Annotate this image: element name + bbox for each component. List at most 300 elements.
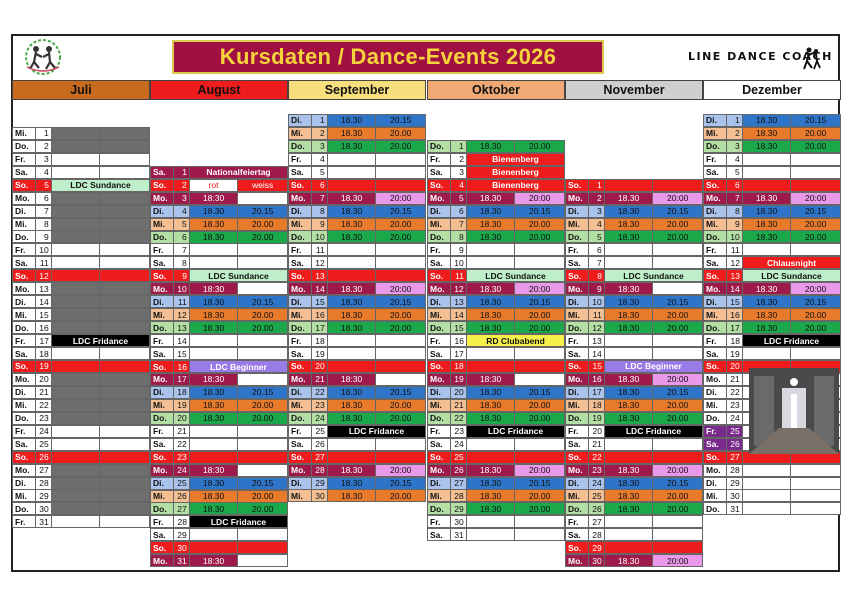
day-number: 30 [36, 503, 52, 514]
time-slot-2 [100, 231, 149, 242]
time-slot-1 [52, 283, 101, 294]
time-slot-1: 18.30 [328, 400, 377, 411]
time-slot-1 [743, 348, 792, 359]
day-number: 15 [451, 322, 467, 333]
day-row [703, 489, 841, 502]
day-number: 16 [589, 374, 605, 385]
weekday-label: Sa. [151, 439, 174, 450]
time-slot-1: 18.30 [605, 387, 654, 398]
day-row [288, 412, 426, 425]
weekday-label: So. [704, 180, 727, 191]
day-number: 6 [589, 244, 605, 255]
day-row [12, 166, 150, 179]
time-slot-1: 18.30 [605, 374, 654, 385]
weekday-label: Mo. [13, 193, 36, 204]
day-row [703, 153, 841, 166]
weekday-label: Sa. [289, 257, 312, 268]
day-row [703, 282, 841, 295]
day-number: 23 [451, 426, 467, 437]
time-slot-2 [376, 154, 425, 165]
weekday-label: Mi. [428, 309, 451, 320]
weekday-label: Mi. [566, 490, 589, 501]
event-label: LDC Sundance [52, 180, 149, 191]
day-number: 29 [451, 503, 467, 514]
time-slot-2: 20.00 [653, 503, 702, 514]
day-number: 3 [451, 167, 467, 178]
day-number: 17 [589, 387, 605, 398]
day-row [150, 515, 288, 528]
weekday-label: Mi. [704, 490, 727, 501]
day-number: 9 [727, 219, 743, 230]
weekday-label: Do. [13, 322, 36, 333]
time-slot-2: 20.00 [238, 232, 287, 243]
day-number: 30 [451, 516, 467, 527]
weekday-label: Sa. [428, 167, 451, 178]
time-slot-1: 18.30 [328, 206, 377, 217]
time-slot-2: 20.15 [653, 478, 702, 489]
time-slot-1: 18.30 [328, 283, 377, 294]
day-row [427, 243, 565, 256]
time-slot-2: 20.00 [791, 309, 840, 320]
time-slot-2: 20:00 [515, 283, 564, 294]
weekday-label: Sa. [428, 529, 451, 540]
time-slot-2 [653, 244, 702, 255]
time-slot-2 [100, 465, 149, 476]
time-slot-2 [653, 529, 702, 540]
day-row [427, 192, 565, 205]
day-number: 19 [36, 361, 52, 372]
time-slot-1: 18:30 [328, 374, 377, 385]
day-row [427, 256, 565, 269]
day-row [703, 477, 841, 490]
day-number: 11 [727, 244, 743, 255]
day-number: 26 [36, 452, 52, 463]
weekday-label: Do. [428, 503, 451, 514]
weekday-label: Fr. [289, 426, 312, 437]
time-slot-2 [376, 348, 425, 359]
time-slot-1: 18.30 [605, 193, 654, 204]
day-row [565, 412, 703, 425]
day-number: 6 [727, 180, 743, 191]
time-slot-2: 20.00 [376, 322, 425, 333]
weekday-label: Mo. [13, 374, 36, 385]
day-row [703, 464, 841, 477]
weekday-label: Di. [704, 115, 727, 126]
time-slot-1: 18.30 [467, 283, 516, 294]
day-number: 21 [174, 426, 190, 437]
time-slot-1 [52, 503, 101, 514]
day-row [12, 386, 150, 399]
time-slot-2 [100, 490, 149, 501]
day-number: 13 [36, 283, 52, 294]
weekday-label: So. [566, 542, 589, 553]
time-slot-1 [328, 452, 377, 463]
day-number: 7 [727, 193, 743, 204]
time-slot-1 [52, 322, 101, 333]
time-slot-2: 20:00 [376, 283, 425, 294]
time-slot-1 [52, 219, 101, 230]
day-number: 3 [312, 141, 328, 152]
time-slot-1: 18.30 [743, 193, 792, 204]
time-slot-2 [238, 555, 287, 566]
time-slot-1: 18.30 [743, 283, 792, 294]
weekday-label: So. [428, 180, 451, 191]
day-row [12, 438, 150, 451]
time-slot-1 [328, 361, 377, 372]
time-slot-2 [376, 244, 425, 255]
time-slot-1 [52, 387, 101, 398]
time-slot-1: 18.30 [190, 206, 239, 217]
time-slot-1 [605, 335, 654, 346]
day-number: 1 [451, 141, 467, 152]
weekday-label: Fr. [566, 516, 589, 527]
event-label: Bienenberg [467, 154, 564, 165]
time-slot-1: 18.30 [743, 219, 792, 230]
day-row [150, 373, 288, 386]
day-number: 7 [451, 219, 467, 230]
flag-red-label: rot [190, 180, 239, 191]
time-slot-1 [605, 542, 654, 553]
day-number: 23 [36, 413, 52, 424]
weekday-label: So. [151, 270, 174, 281]
time-slot-1: 18.30 [467, 503, 516, 514]
day-row [288, 386, 426, 399]
time-slot-1 [328, 348, 377, 359]
weekday-label: Fr. [566, 335, 589, 346]
time-slot-2 [515, 244, 564, 255]
day-row [427, 282, 565, 295]
weekday-label: Di. [151, 206, 174, 217]
time-slot-1: 18.30 [605, 503, 654, 514]
weekday-label: Mi. [151, 219, 174, 230]
day-row [288, 438, 426, 451]
time-slot-2: 20.15 [653, 296, 702, 307]
event-label: Bienenberg [467, 180, 564, 191]
day-number: 15 [727, 296, 743, 307]
day-number: 1 [174, 167, 190, 178]
weekday-label: Mi. [704, 128, 727, 139]
weekday-label: So. [289, 361, 312, 372]
time-slot-2: 20.00 [376, 231, 425, 242]
weekday-label: Mi. [13, 490, 36, 501]
weekday-label: Sa. [428, 257, 451, 268]
time-slot-1 [328, 257, 377, 268]
day-number: 31 [174, 555, 190, 566]
day-number: 18 [312, 335, 328, 346]
time-slot-1 [52, 361, 101, 372]
time-slot-1: 18.30 [328, 193, 377, 204]
day-number: 7 [589, 257, 605, 268]
weekday-label: Fr. [566, 426, 589, 437]
day-number: 12 [451, 283, 467, 294]
weekday-label: Sa. [566, 257, 589, 268]
weekday-label: So. [151, 361, 174, 372]
time-slot-1 [328, 154, 377, 165]
day-row [565, 205, 703, 218]
event-label: RD Clubabend [467, 335, 564, 346]
day-number: 2 [312, 128, 328, 139]
day-number: 20 [589, 426, 605, 437]
weekday-label: Do. [704, 322, 727, 333]
time-slot-1 [605, 180, 654, 191]
time-slot-1 [328, 244, 377, 255]
time-slot-1: 18.30 [190, 503, 239, 514]
time-slot-1: 18.30 [605, 231, 654, 242]
day-row [427, 321, 565, 334]
day-row [288, 295, 426, 308]
day-number: 31 [727, 503, 743, 514]
day-row [150, 412, 288, 425]
time-slot-2: 20.15 [515, 478, 564, 489]
time-slot-2 [791, 465, 840, 476]
weekday-label: So. [428, 452, 451, 463]
time-slot-1: 18.30 [190, 309, 239, 320]
time-slot-2: 20.15 [515, 206, 564, 217]
time-slot-1: 18.30 [467, 296, 516, 307]
time-slot-2: 20:00 [376, 193, 425, 204]
day-number: 16 [174, 361, 190, 372]
time-slot-2: 20.00 [791, 128, 840, 139]
time-slot-2 [515, 257, 564, 268]
time-slot-2: 20.15 [376, 206, 425, 217]
event-label: Nationalfeiertag [190, 167, 287, 178]
day-number: 14 [174, 335, 190, 346]
weekday-label: Mo. [151, 193, 174, 204]
day-number: 2 [36, 141, 52, 152]
time-slot-1 [190, 439, 239, 450]
day-row [150, 477, 288, 490]
day-number: 25 [589, 490, 605, 501]
time-slot-1: 18.30 [605, 206, 654, 217]
weekday-label: Mi. [704, 219, 727, 230]
day-number: 10 [174, 283, 190, 294]
weekday-label: Fr. [289, 154, 312, 165]
day-number: 5 [36, 180, 52, 191]
event-label: LDC Fridance [52, 335, 149, 346]
event-label: LDC Sundance [605, 270, 702, 281]
time-slot-2 [515, 361, 564, 372]
day-number: 16 [36, 322, 52, 333]
day-number: 12 [174, 309, 190, 320]
time-slot-2 [100, 503, 149, 514]
time-slot-2 [515, 516, 564, 527]
time-slot-1 [52, 490, 101, 501]
day-row [703, 179, 841, 192]
weekday-label: Mo. [566, 465, 589, 476]
day-row [703, 347, 841, 360]
time-slot-2 [100, 283, 149, 294]
weekday-label: Mi. [566, 400, 589, 411]
time-slot-2: 20.00 [376, 141, 425, 152]
day-row [12, 477, 150, 490]
time-slot-2: 20:00 [515, 465, 564, 476]
day-row [703, 256, 841, 269]
weekday-label: Fr. [151, 244, 174, 255]
day-row [150, 269, 288, 282]
weekday-label: Sa. [151, 529, 174, 540]
time-slot-1 [605, 257, 654, 268]
weekday-label: Sa. [13, 257, 36, 268]
weekday-label: Fr. [13, 154, 36, 165]
day-row [565, 451, 703, 464]
day-number: 11 [36, 257, 52, 268]
day-row [288, 243, 426, 256]
day-number: 18 [174, 387, 190, 398]
day-row [565, 218, 703, 231]
event-label: Chlausnight [743, 257, 840, 268]
time-slot-2 [100, 219, 149, 230]
day-row [427, 464, 565, 477]
time-slot-2 [100, 374, 149, 385]
time-slot-2: 20.00 [238, 309, 287, 320]
day-number: 30 [312, 490, 328, 501]
time-slot-2 [653, 335, 702, 346]
time-slot-1 [190, 244, 239, 255]
weekday-label: Fr. [704, 426, 727, 437]
time-slot-2 [100, 413, 149, 424]
day-number: 29 [727, 478, 743, 489]
time-slot-2 [791, 180, 840, 191]
time-slot-1 [52, 478, 101, 489]
day-row [150, 192, 288, 205]
event-label: LDC Beginner [190, 361, 287, 372]
time-slot-1: 18:30 [190, 555, 239, 566]
time-slot-1: 18.30 [328, 413, 377, 424]
time-slot-1: 18.30 [467, 322, 516, 333]
time-slot-2: 20.15 [238, 296, 287, 307]
weekday-label: Sa. [566, 439, 589, 450]
day-number: 3 [174, 193, 190, 204]
day-row [288, 373, 426, 386]
event-label: Bienenberg [467, 167, 564, 178]
weekday-label: Fr. [704, 244, 727, 255]
weekday-label: Sa. [428, 439, 451, 450]
time-slot-2: 20.00 [791, 219, 840, 230]
time-slot-2 [515, 452, 564, 463]
weekday-label: Do. [566, 231, 589, 242]
time-slot-1: 18.30 [605, 490, 654, 501]
day-row [12, 243, 150, 256]
day-row [427, 347, 565, 360]
time-slot-2: 20:00 [515, 193, 564, 204]
time-slot-1: 18.30 [743, 141, 792, 152]
weekday-label: Do. [704, 503, 727, 514]
event-label: LDC Beginner [605, 361, 702, 372]
weekday-label: So. [704, 452, 727, 463]
day-number: 27 [174, 503, 190, 514]
time-slot-1: 18:30 [190, 193, 239, 204]
day-row [703, 502, 841, 515]
day-number: 28 [589, 529, 605, 540]
weekday-label: Do. [566, 413, 589, 424]
time-slot-2 [238, 439, 287, 450]
time-slot-2 [100, 257, 149, 268]
time-slot-1: 18.30 [328, 128, 377, 139]
weekday-label: So. [704, 361, 727, 372]
time-slot-2 [653, 180, 702, 191]
day-row [427, 451, 565, 464]
time-slot-1 [190, 426, 239, 437]
time-slot-2: 20.00 [515, 503, 564, 514]
time-slot-1 [743, 244, 792, 255]
day-row [565, 541, 703, 554]
time-slot-2 [100, 452, 149, 463]
time-slot-2: 20.00 [653, 413, 702, 424]
time-slot-2 [100, 322, 149, 333]
time-slot-2 [100, 516, 149, 527]
day-number: 27 [312, 452, 328, 463]
time-slot-2 [100, 270, 149, 281]
time-slot-2: 20.00 [238, 491, 287, 502]
time-slot-1 [52, 296, 101, 307]
day-number: 13 [174, 322, 190, 333]
day-number: 8 [174, 257, 190, 268]
day-number: 13 [451, 296, 467, 307]
day-number: 24 [589, 478, 605, 489]
month-header-dezember: Dezember [703, 80, 841, 100]
weekday-label: Do. [13, 231, 36, 242]
time-slot-2: 20.15 [376, 296, 425, 307]
day-row [12, 373, 150, 386]
time-slot-1: 18.30 [743, 309, 792, 320]
time-slot-2 [100, 387, 149, 398]
time-slot-2 [515, 439, 564, 450]
time-slot-1 [467, 361, 516, 372]
weekday-label: So. [289, 270, 312, 281]
weekday-label: Mo. [428, 374, 451, 385]
time-slot-1: 18.30 [467, 478, 516, 489]
time-slot-2 [238, 193, 287, 204]
day-number: 10 [36, 244, 52, 255]
day-row [565, 464, 703, 477]
day-number: 19 [727, 348, 743, 359]
day-row [565, 425, 703, 438]
time-slot-1: 18.30 [328, 309, 377, 320]
weekday-label: Mo. [13, 465, 36, 476]
time-slot-2 [100, 244, 149, 255]
time-slot-1: 18.30 [743, 128, 792, 139]
time-slot-1: 18.30 [467, 465, 516, 476]
time-slot-1 [52, 167, 101, 178]
day-row [288, 477, 426, 490]
day-row [288, 256, 426, 269]
day-row [427, 334, 565, 347]
time-slot-2 [100, 478, 149, 489]
time-slot-2: 20.15 [376, 115, 425, 126]
time-slot-2 [238, 374, 287, 385]
day-number: 8 [451, 231, 467, 242]
day-row [12, 464, 150, 477]
weekday-label: Fr. [151, 335, 174, 346]
time-slot-2 [653, 283, 702, 294]
weekday-label: Sa. [289, 348, 312, 359]
day-row [150, 179, 288, 192]
time-slot-2 [791, 167, 840, 178]
weekday-label: Mi. [289, 219, 312, 230]
time-slot-2: 20.00 [791, 322, 840, 333]
time-slot-1: 18.30 [328, 387, 377, 398]
day-row [12, 502, 150, 515]
day-number: 10 [727, 231, 743, 242]
time-slot-1: 18.30 [190, 322, 239, 333]
time-slot-2 [238, 348, 287, 359]
day-row [12, 515, 150, 528]
time-slot-2 [100, 154, 149, 165]
day-number: 8 [36, 219, 52, 230]
time-slot-1: 18.30 [190, 400, 239, 411]
day-row [12, 256, 150, 269]
day-row [565, 554, 703, 567]
